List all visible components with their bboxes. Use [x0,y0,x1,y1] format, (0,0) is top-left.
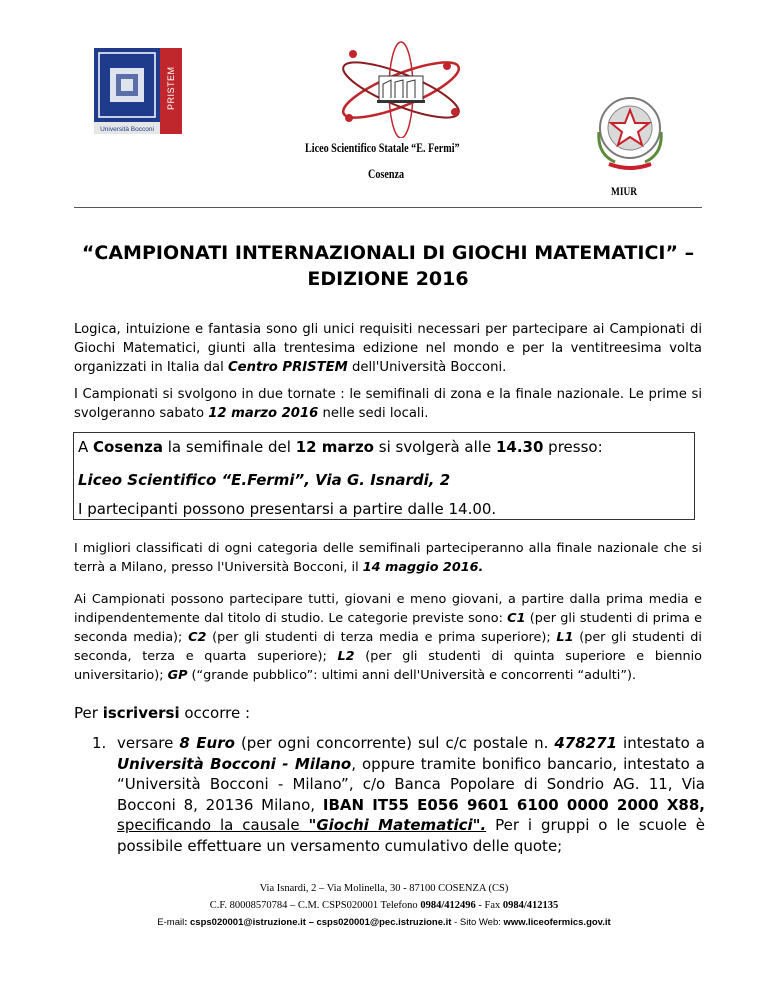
intro-paragraph: Logica, intuizione e fantasia sono gli unici requisiti necessari per partecipare ai Campionati di Giochi Matematici, giunti alla trentesima edizione nel mondo e per la ventitreesima volta organizzati in Italia dal Centro PRISTEM dell'Università Bocconi. [74,322,702,375]
semifinal-line: A Cosenza la semifinale del 12 marzo si svolgerà alle 14.30 presso: [78,438,603,456]
pristem-logo-text: PRISTEM [166,66,176,110]
venue-line: Liceo Scientifico “E.Fermi”, Via G. Isnardi, 2 [78,471,451,489]
title-line-2: EDIZIONE 2016 [307,268,469,290]
footer-website[interactable]: www.liceofermics.gov.it [503,917,611,928]
header-divider [74,207,702,208]
categories-paragraph: Ai Campionati possono partecipare tutti, giovani e meno giovani, a partire dalla prima media e indipendentemente dal titolo di studio. Le categorie previste sono: C1 (per gli studenti di prima e seconda media); C2 (per gli studenti di terza media e prima superiore); L1 (per gli studenti di seconda, terza e quarta superiore); L2 (per gli studenti di quinta superiore e biennio universitario); GP (“grande pubblico”: ultimi anni dell'Università e concorrenti “adulti”). [74,592,702,683]
list-number: 1. [92,734,107,752]
bocconi-logo-text: Università Bocconi [100,126,154,133]
footer-address: Via Isnardi, 2 – Via Molinella, 30 - 87100 COSENZA (CS) [259,883,509,894]
footer-contacts: E-mail: csps020001@istruzione.it – csps020001@pec.istruzione.it - Sito Web: www.liceofermics.gov.it [157,917,611,928]
finals-paragraph: I migliori classificati di ogni categoria delle semifinali parteciperanno alla finale nazionale che si terrà a Milano, presso l'Università Bocconi, il 14 maggio 2016. [74,541,702,575]
list-item-text: versare 8 Euro (per ogni concorrente) sul c/c postale n. 478271 intestato a Università Bocconi - Milano, oppure tramite bonifico bancario, intestato a “Università Bocconi - Milano”, c/o Banca Popolare di Sondrio AG. 11, Via Bocconi 8, 20136 Milano, IBAN IT55 E056 9601 6100 0000 2000 X88, specificando la causale "Giochi Matematici". Per i gruppi o le scuole è possibile effettuare un versamento cumulativo delle quote; [117,734,705,855]
iban: IBAN IT55 E056 9601 6100 0000 2000 X88, [322,795,705,814]
list-item [92,733,705,856]
org-name: Centro PRISTEM [227,360,348,375]
title-line-1: “CAMPIONATI INTERNAZIONALI DI GIOCHI MATEMATICI” – [81,242,695,264]
enroll-heading: Per iscriversi occorre : [74,704,251,722]
bocconi-pristem-logo [94,48,184,148]
rounds-paragraph: I Campionati si svolgono in due tornate : le semifinali di zona e la finale nazionale. Le prime si svolgeranno sabato 12 marzo 2016 nelle sedi locali. [74,387,702,421]
arrival-line: I partecipanti possono presentarsi a partire dalle 14.00. [78,500,497,518]
semifinal-date: 12 marzo 2016 [208,406,319,421]
page-title [74,240,702,292]
school-name: Liceo Scientifico Statale “E. Fermi” [305,140,460,155]
semifinal-info-box [73,432,695,520]
footer [0,880,768,931]
final-date: 14 maggio 2016. [362,560,484,575]
school-atom-logo [331,40,471,138]
school-city: Cosenza [368,166,405,181]
footer-codes: C.F. 80008570784 – C.M. CSPS020001 Telefono 0984/412496 - Fax 0984/412135 [209,900,559,911]
miur-emblem [585,88,675,178]
miur-label: MIUR [611,184,637,198]
